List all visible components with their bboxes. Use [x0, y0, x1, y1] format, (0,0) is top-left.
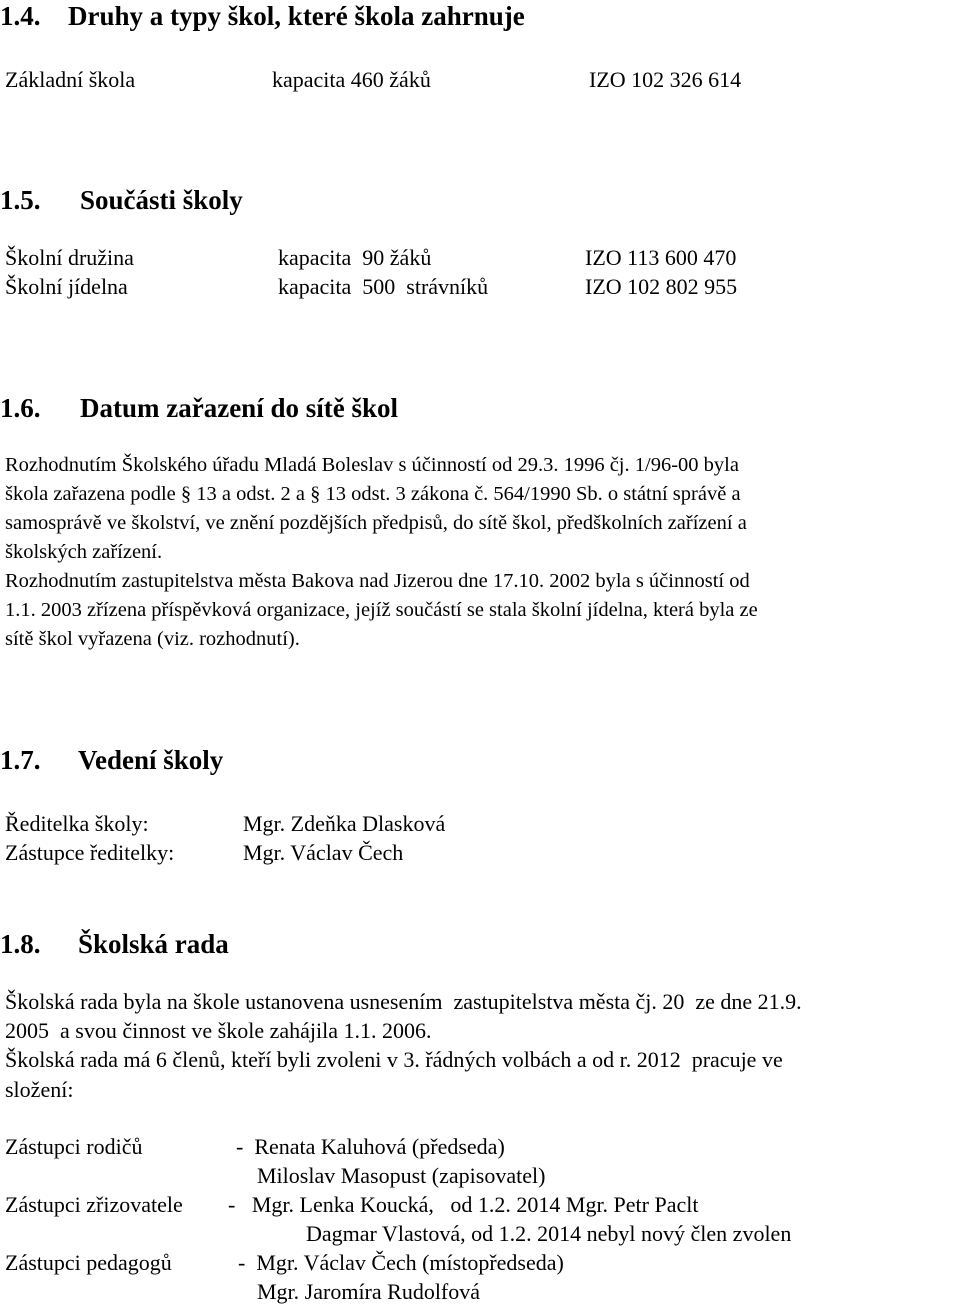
component-izo: IZO 102 802 955: [585, 274, 738, 299]
council-line: 2005 a svou činnost ve škole zahájila 1.1. 2006.: [5, 1018, 432, 1043]
council-member: Miloslav Masopust (zapisovatel): [257, 1163, 546, 1188]
paragraph-line: samosprávě ve školství, ve znění pozdějších předpisů, do sítě škol, předškolních zařízení a: [5, 512, 747, 534]
section-number: 1.5.: [0, 185, 41, 215]
council-member-group-label: Zástupci rodičů: [5, 1134, 143, 1159]
school-type-name: Základní škola: [5, 67, 136, 92]
section-number: 1.7.: [0, 745, 41, 775]
component-capacity: kapacita 90 žáků: [278, 245, 432, 270]
council-member: - Mgr. Lenka Koucká, od 1.2. 2014 Mgr. Petr Paclt: [228, 1192, 699, 1217]
section-number: 1.8.: [0, 929, 41, 959]
component-izo: IZO 113 600 470: [585, 245, 737, 270]
paragraph-line: školských zařízení.: [5, 541, 163, 563]
council-line: Školská rada má 6 členů, kteří byli zvoleni v 3. řádných volbách a od r. 2012 pracuje ve: [5, 1047, 783, 1072]
council-line: složení:: [5, 1077, 74, 1102]
section-title: Školská rada: [78, 929, 229, 959]
paragraph-line: sítě škol vyřazena (viz. rozhodnutí).: [5, 628, 300, 650]
school-type-izo: IZO 102 326 614: [589, 67, 742, 92]
component-capacity: kapacita 500 strávníků: [278, 274, 489, 299]
council-member-group-label: Zástupci zřizovatele: [5, 1192, 183, 1217]
paragraph-line: 1.1. 2003 zřízena příspěvková organizace, jejíž součástí se stala školní jídelna, která byla ze: [5, 599, 758, 621]
leadership-name: Mgr. Václav Čech: [243, 840, 404, 865]
section-number: 1.6.: [0, 393, 41, 423]
council-member: Mgr. Jaromíra Rudolfová: [257, 1279, 481, 1304]
network-inclusion-paragraph: [5, 451, 955, 654]
paragraph-line: škola zařazena podle § 13 a odst. 2 a § 13 odst. 3 zákona č. 564/1990 Sb. o státní správě a: [5, 483, 741, 505]
section-number: 1.4.: [0, 1, 41, 31]
section-title: Datum zařazení do sítě škol: [80, 393, 398, 423]
section-title: Vedení školy: [78, 745, 224, 775]
leadership-name: Mgr. Zdeňka Dlasková: [243, 811, 446, 836]
council-member: - Renata Kaluhová (předseda): [236, 1134, 505, 1159]
leadership-role: Zástupce ředitelky:: [5, 840, 175, 865]
paragraph-line: Rozhodnutím Školského úřadu Mladá Boleslav s účinností od 29.3. 1996 čj. 1/96-00 byla: [5, 454, 739, 476]
council-member: Dagmar Vlastová, od 1.2. 2014 nebyl nový člen zvolen: [306, 1221, 792, 1246]
council-member: - Mgr. Václav Čech (místopředseda): [238, 1250, 564, 1275]
component-name: Školní jídelna: [5, 274, 128, 299]
section-title: Součásti školy: [80, 185, 243, 215]
council-member-group-label: Zástupci pedagogů: [5, 1250, 172, 1275]
paragraph-line: Rozhodnutím zastupitelstva města Bakova nad Jizerou dne 17.10. 2002 byla s účinností od: [5, 570, 750, 592]
council-line: Školská rada byla na škole ustanovena usnesením zastupitelstva města čj. 20 ze dne 21.9.: [5, 989, 802, 1014]
section-title: Druhy a typy škol, které škola zahrnuje: [68, 1, 525, 31]
component-name: Školní družina: [5, 245, 134, 270]
school-type-capacity: kapacita 460 žáků: [272, 67, 431, 92]
leadership-role: Ředitelka školy:: [5, 811, 149, 836]
